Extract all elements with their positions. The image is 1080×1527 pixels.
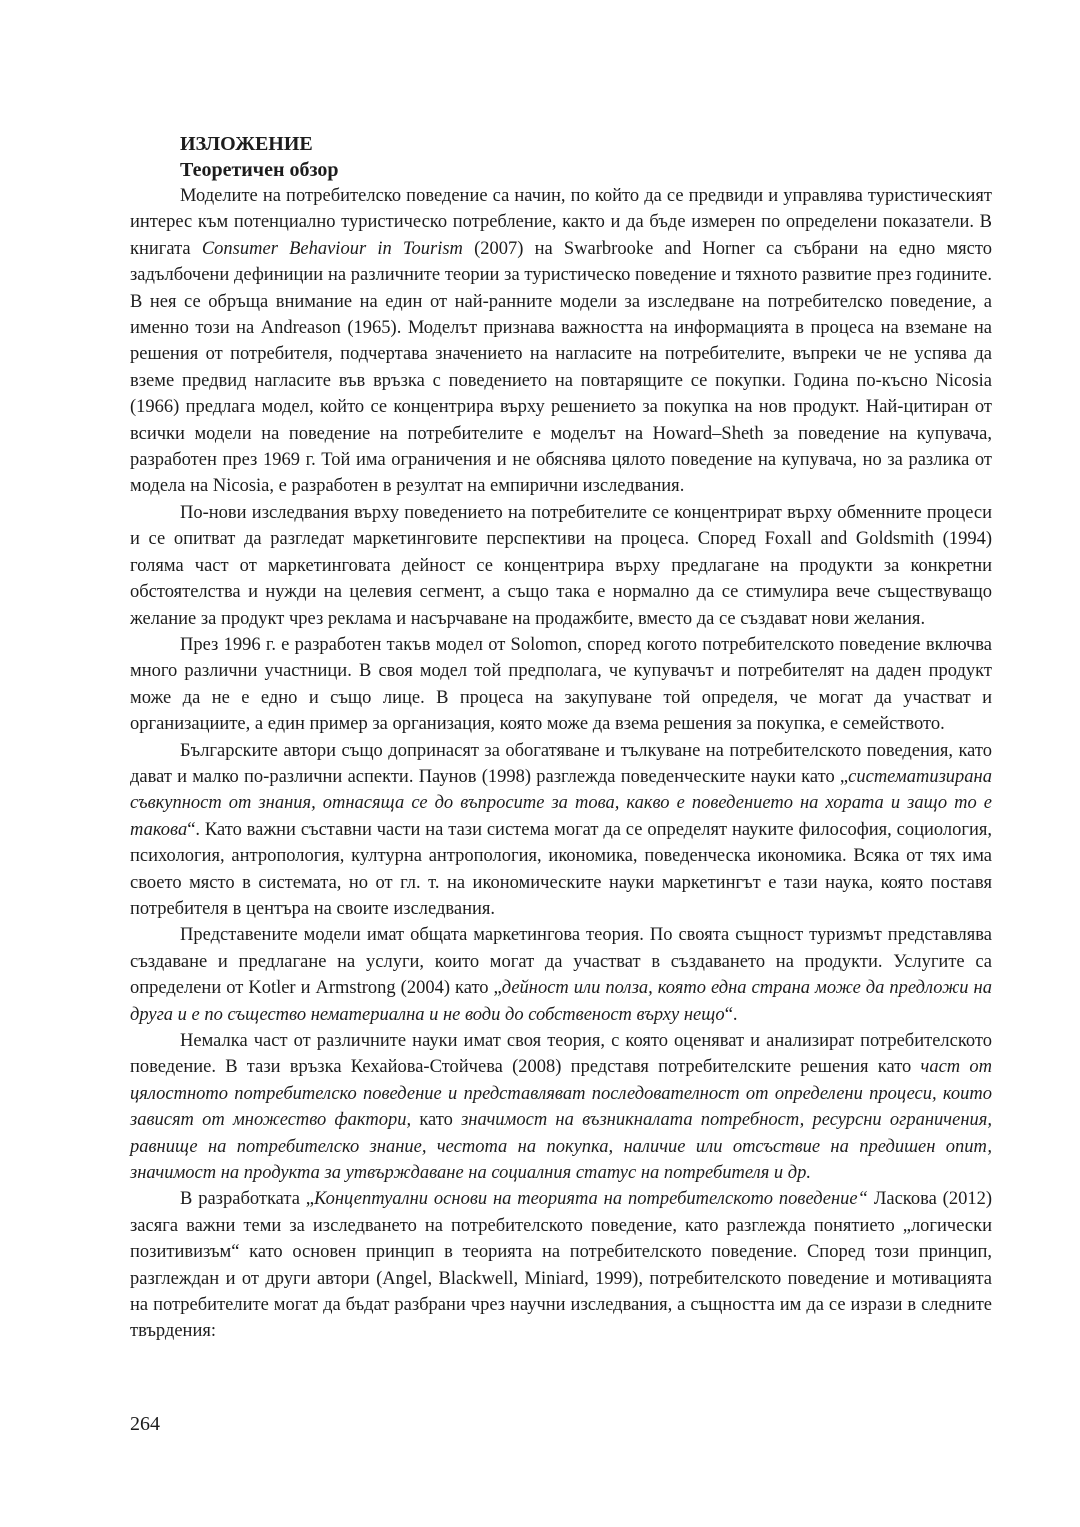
italic-text: систематизирана съвкупност от знания, отнасяща се до въпросите за това, какво е поведението на хората и защо то е такова bbox=[130, 766, 992, 840]
text-run: Ласкова (2012) засяга важни теми за изследването на потребителското поведение, като разглежда понятието „логически позитивизъм“ като основен принцип в теорията на потребителското поведение. Според този принцип, разглеждан и от други автори (Angel, Blackwell, Miniard, 1999), потребителското поведение и мотивацията на потребителите могат да бъдат разбрани чрез научни изследвания, а същността им да се изрази в следните твърдения: bbox=[130, 1189, 992, 1342]
paragraph bbox=[130, 1028, 992, 1186]
text-run: “. Като важни съставни части на тази система могат да се определят науките философия, социология, психология, антропология, културна антропология, икономика, поведенческа икономика. Всяка от тях има своето място в системата, но от гл. т. на икономическите науки маркетингът е тази наука, която поставя потребителя в центъра на своите изследвания. bbox=[130, 819, 992, 919]
text-run: Българските автори също допринасят за обогатяване и тълкуване на потребителското поведения, като дават и малко по-различни аспекти. Паунов (1998) разглежда поведенческите науки като „ bbox=[130, 740, 992, 787]
paragraph bbox=[130, 632, 992, 738]
text-run: В разработката „ bbox=[180, 1189, 315, 1210]
text-run: Моделите на потребителско поведение са начин, по който да се предвиди и управлява туристическият интерес към потенциално туристическо потребление, както и да бъде измерен по определени показатели. В книгата bbox=[130, 186, 992, 259]
italic-text: Концептуални основи на теорията на потребителското поведение“ bbox=[314, 1189, 868, 1210]
page-content bbox=[130, 131, 992, 1345]
italic-text: дейност или полза, която една страна може да предложи на друга и е по същество нематериална и не води до собственост върху нещо bbox=[130, 978, 992, 1025]
subsection-heading: Теоретичен обзор bbox=[180, 159, 339, 181]
paragraph bbox=[130, 738, 992, 923]
text-run: Представените модели имат общата маркетингова теория. По своята същност туризмът представлява създаване и предлагане на услуги, които могат да участват в създаването на продукти. Услугите са определени от Kotler и Armstrong (2004) като „ bbox=[130, 925, 992, 999]
text-run: По-нови изследвания върху поведението на потребителите се концентрират върху обменните процеси и се опитват да разгледат маркетинговите перспективи на процеса. Според Foxall and Goldsmith (1994) голяма част от маркетинговата дейност се концентрира върху предлагане на продукти за конкретни обстоятелства и нужди на целевия сегмент, а също така е нормално да се стимулира вече съществуващо желание за продукт чрез реклама и насърчаване на продажбите, вместо да се създават нови желания. bbox=[130, 502, 992, 629]
paragraph bbox=[130, 922, 992, 1028]
text-run: “. bbox=[724, 1004, 738, 1025]
italic-text: част от цялостното потребителско поведение и представляват последователност от определени процеси, които зависят от множество фактори, bbox=[130, 1057, 992, 1131]
section-heading: ИЗЛОЖЕНИЕ bbox=[180, 133, 313, 155]
paragraph bbox=[130, 500, 992, 632]
text-run: (2007) на Swarbrooke and Horner са събрани на едно място задълбочени дефиниции на различните теории за туристическо поведение и тяхното развитие през годините. В нея се обръща внимание на един от най-ранните модели за изследване на потребителско поведение, а именно този на Andreason (1965). Моделът признава важността на информацията в процеса на вземане на решения от потребителя, подчертава значението на нагласите на потребителите, въпреки че не успява да вземе предвид нагласите във връзка с поведението на повтарящите се покупки. Година по-късно Nicosia (1966) предлага модел, който се концентрира върху решението за покупка на нов продукт. Най-цитиран от всички модели на поведение на потребителите е моделът на Howard–Sheth за поведение на купувача, разработен през 1969 г. Той има ограничения и не обяснява цялото поведение на купувача, но за разлика от модела на Nicosia, е разработен в резултат на емпирични изследвания. bbox=[130, 238, 992, 497]
italic-text: Consumer Behaviour in Tourism bbox=[201, 238, 463, 259]
page-number: 264 bbox=[130, 1413, 160, 1435]
text-run: като bbox=[411, 1110, 462, 1131]
paragraph bbox=[130, 183, 992, 500]
body-text bbox=[130, 183, 992, 1345]
paragraph bbox=[130, 1186, 992, 1344]
text-run: През 1996 г. е разработен такъв модел от Solomon, според когото потребителското поведение включва много различни участници. В своя модел той предполага, че купувачът и потребителят на даден продукт може да не е едно и също лице. В процеса на закупуване той определя, че могат да участват и организациите, а един пример за организация, която може да взема решения за покупка, е семейството. bbox=[130, 634, 992, 735]
italic-text: значимост на възникналата потребност, ресурсни ограничения, равнище на потребителско знание, честота на покупка, наличие или отсъствие на предишен опит, значимост на продукта за утвърждаване на социалния статус на потребителя и др. bbox=[130, 1110, 992, 1184]
text-run: Немалка част от различните науки имат своя теория, с която оценяват и анализират потребителското поведение. В тази връзка Кехайова-Стойчева (2008) представя потребителските решения като bbox=[130, 1031, 992, 1078]
